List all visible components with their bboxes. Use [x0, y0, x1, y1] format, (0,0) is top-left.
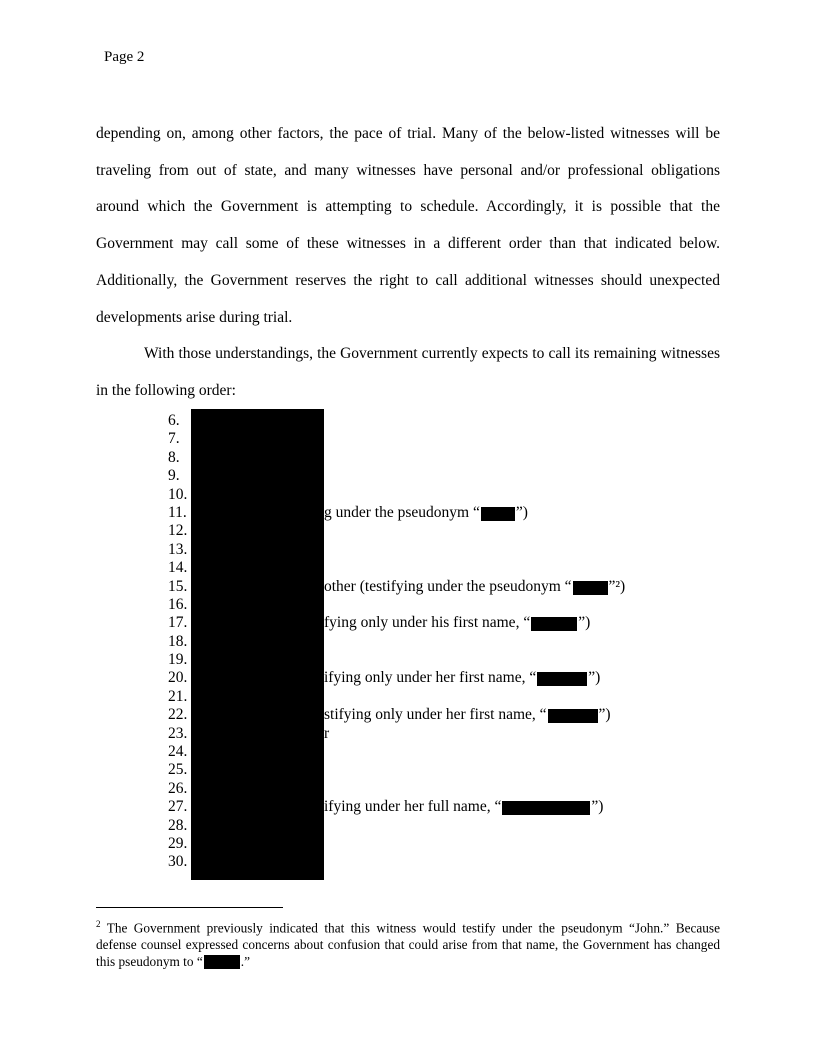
visible-text-fragment: ifying under her full name, “ — [324, 798, 502, 816]
paragraph-1: depending on, among other factors, the pace of trial. Many of the below-listed witnesses will be traveling from out of state, and many witnesses have personal and/or professional obligations around which the Government is attempting to schedule. Accordingly, it is possible that the Government may call some of these witnesses in a different order than that indicated below. Additionally, the Government reserves the right to call additional witnesses should unexpected developments arise during trial. — [96, 125, 720, 326]
list-item-number: 29. — [168, 834, 188, 852]
list-item-number: 6. — [168, 412, 180, 429]
list-item-number: 30. — [168, 853, 188, 871]
inline-redaction-box — [204, 955, 240, 969]
visible-text-fragment: other (testifying under the pseudonym “ — [324, 577, 572, 595]
list-item-number: 26. — [168, 779, 188, 797]
visible-text-fragment: stifying only under her first name, “ — [324, 706, 547, 724]
redaction-block — [191, 409, 324, 880]
list-item-number: 15. — [168, 577, 188, 595]
list-item-number: 22. — [168, 706, 188, 724]
list-item-number: 19. — [168, 651, 188, 669]
list-item-number: 13. — [168, 540, 188, 558]
list-item-number: 21. — [168, 687, 188, 705]
footnote-text-after: .” — [240, 953, 250, 969]
paragraph-2: With those understandings, the Government currently expects to call its remaining witnesses in the following order: — [96, 345, 720, 399]
list-item-number: 17. — [168, 614, 188, 632]
inline-redaction-box — [537, 672, 587, 686]
visible-text-fragment: ”) — [591, 798, 604, 816]
list-item-number: 14. — [168, 559, 188, 577]
inline-redaction-box — [502, 801, 590, 815]
visible-text-fragment: g under the pseudonym “ — [324, 503, 480, 521]
list-item-number: 10. — [168, 485, 188, 503]
footnote — [96, 916, 720, 970]
list-item-number: 9. — [168, 467, 180, 485]
inline-redaction-box — [481, 507, 515, 521]
visible-text-fragment: ”) — [515, 503, 528, 521]
list-item-number: 12. — [168, 522, 188, 540]
list-item-number: 16. — [168, 595, 188, 613]
list-item-number: 24. — [168, 743, 188, 761]
visible-text-fragment: ”) — [598, 706, 611, 724]
visible-text-fragment: ”) — [578, 614, 591, 632]
list-item-number: 27. — [168, 798, 188, 816]
footnote-separator-line — [96, 907, 283, 908]
list-item-number: 11. — [168, 503, 187, 521]
visible-text-fragment: ”) — [588, 669, 601, 687]
visible-text-fragment: fying only under his first name, “ — [324, 614, 531, 632]
body-text — [96, 116, 720, 410]
visible-text-fragment: ifying only under her first name, “ — [324, 669, 537, 687]
list-item-number: 23. — [168, 724, 188, 742]
list-item-number: 25. — [168, 761, 188, 779]
inline-redaction-box — [573, 581, 608, 595]
list-item-number: 28. — [168, 816, 188, 834]
visible-text-fragment: r — [324, 724, 330, 742]
inline-redaction-box — [548, 709, 598, 723]
witness-list — [168, 412, 728, 872]
list-item-number: 18. — [168, 632, 188, 650]
footnote-marker: 2 — [96, 919, 101, 929]
page-number-label: Page 2 — [104, 49, 145, 65]
list-item-number: 20. — [168, 669, 188, 687]
list-item-number: 7. — [168, 430, 180, 448]
visible-text-fragment: ”²) — [608, 577, 626, 595]
inline-redaction-box — [531, 617, 577, 631]
footnote-text-before: The Government previously indicated that this witness would testify under the pseudonym “John.” Because defense counsel expressed concerns about confusion that could arise from that name, the Government has changed this pseudonym to “ — [96, 920, 720, 969]
list-item-number: 8. — [168, 448, 180, 466]
